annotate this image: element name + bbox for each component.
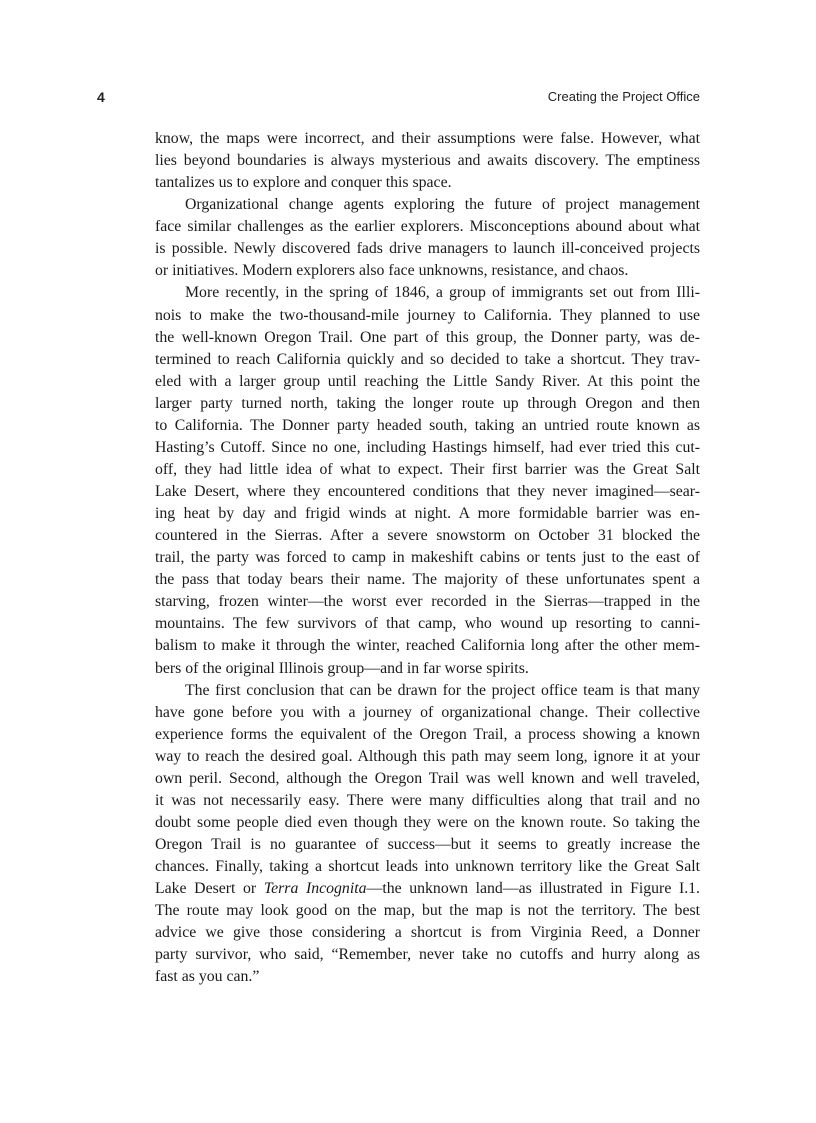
paragraph bbox=[155, 680, 700, 989]
text-run: —the unknown land—as illustrated in Figure I.1. bbox=[366, 880, 700, 898]
page-number: 4 bbox=[97, 89, 105, 105]
text-line: the pass that today bears their name. The majority of these unfortunates spent a bbox=[155, 571, 700, 589]
text-line: eled with a larger group until reaching the Little Sandy River. At this point the bbox=[155, 372, 700, 390]
running-head-title: Creating the Project Office bbox=[547, 89, 700, 104]
text-line: know, the maps were incorrect, and their assumptions were false. However, what bbox=[155, 130, 700, 147]
text-line: experience forms the equivalent of the Oregon Trail, a process showing a known bbox=[155, 725, 700, 743]
text-line: termined to reach California quickly and so decided to take a shortcut. They trav- bbox=[155, 350, 700, 368]
text-line: trail, the party was forced to camp in makeshift cabins or tents just to the east of bbox=[155, 549, 700, 567]
text-line: Hasting’s Cutoff. Since no one, including Hastings himself, had ever tried this cut- bbox=[155, 438, 700, 456]
body-text bbox=[155, 128, 700, 988]
text-line: advice we give those considering a shortcut is from Virginia Reed, a Donner bbox=[155, 924, 700, 942]
text-line: it was not necessarily easy. There were many difficulties along that trail and no bbox=[155, 791, 700, 809]
text-line: party survivor, who said, “Remember, never take no cutoffs and hurry along as bbox=[155, 946, 700, 964]
text-line: Lake Desert, where they encountered conditions that they never imagined—sear- bbox=[155, 483, 700, 500]
text-line: face similar challenges as the earlier explorers. Misconceptions abound about what bbox=[155, 218, 700, 236]
text-line: Oregon Trail is no guarantee of success—but it seems to greatly increase the bbox=[155, 836, 700, 853]
text-line-with-italic bbox=[155, 878, 700, 900]
text-line: The route may look good on the map, but the map is not the territory. The best bbox=[155, 902, 700, 920]
text-line: off, they had little idea of what to expect. Their first barrier was the Great Salt bbox=[155, 460, 700, 478]
text-line: way to reach the desired goal. Although this path may seem long, ignore it at your bbox=[155, 747, 700, 765]
text-line: balism to make it through the winter, reached California long after the other mem- bbox=[155, 637, 700, 655]
paragraph bbox=[155, 194, 700, 282]
italic-term: Terra Incognita bbox=[263, 880, 367, 898]
text-line: chances. Finally, taking a shortcut leads into unknown territory like the Great Salt bbox=[155, 858, 700, 876]
text-line: bers of the original Illinois group—and in far worse spirits. bbox=[155, 659, 529, 677]
paragraph bbox=[155, 128, 700, 194]
text-line: The first conclusion that can be drawn for the project office team is that many bbox=[185, 681, 700, 699]
paragraph bbox=[155, 282, 700, 679]
text-line: the well-known Oregon Trail. One part of this group, the Donner party, was de- bbox=[155, 328, 700, 346]
text-line: Organizational change agents exploring the future of project management bbox=[185, 196, 700, 214]
text-line: countered in the Sierras. After a severe snowstorm on October 31 blocked the bbox=[155, 527, 700, 545]
text-line: fast as you can.” bbox=[155, 968, 260, 986]
running-head bbox=[97, 89, 700, 109]
text-line: doubt some people died even though they were on the known route. So taking the bbox=[155, 813, 700, 831]
text-line: starving, frozen winter—the worst ever recorded in the Sierras—trapped in the bbox=[155, 593, 700, 611]
text-run: Lake Desert or bbox=[155, 880, 264, 898]
text-line: have gone before you with a journey of organizational change. Their collective bbox=[155, 703, 700, 721]
text-line: ing heat by day and frigid winds at night. A more formidable barrier was en- bbox=[155, 505, 700, 523]
text-line: is possible. Newly discovered fads drive managers to launch ill-conceived projects bbox=[155, 240, 700, 258]
text-line: nois to make the two-thousand-mile journey to California. They planned to use bbox=[155, 306, 700, 324]
text-line: or initiatives. Modern explorers also face unknowns, resistance, and chaos. bbox=[155, 262, 629, 280]
text-line: mountains. The few survivors of that camp, who wound up resorting to canni- bbox=[155, 615, 700, 633]
text-line: lies beyond boundaries is always mysterious and awaits discovery. The emptiness bbox=[155, 152, 700, 170]
text-line: More recently, in the spring of 1846, a group of immigrants set out from Illi- bbox=[185, 284, 700, 302]
text-line: tantalizes us to explore and conquer this space. bbox=[155, 174, 452, 192]
text-line: own peril. Second, although the Oregon Trail was well known and well traveled, bbox=[155, 769, 700, 787]
text-line: larger party turned north, taking the longer route up through Oregon and then bbox=[155, 394, 700, 412]
text-line: to California. The Donner party headed south, taking an untried route known as bbox=[155, 416, 700, 434]
